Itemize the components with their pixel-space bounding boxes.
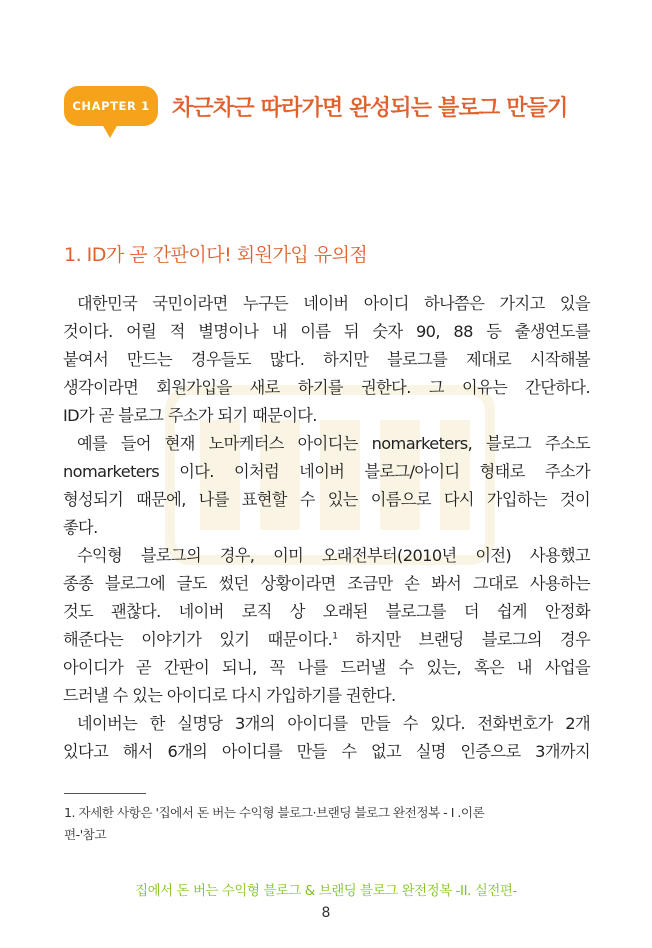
chapter-badge-tail (102, 124, 118, 138)
body-line: 예를 들어 현재 노마케터스 아이디는 nomarketers, 블로그 주소도 (77, 434, 590, 453)
body-line: 것도 괜찮다. 네이버 로직 상 오래된 블로그를 더 쉽게 안정화 (63, 602, 590, 621)
body-line: 네이버는 한 실명당 3개의 아이디를 만들 수 있다. 전화번호가 2개 (77, 714, 590, 733)
page-number: 8 (321, 905, 331, 921)
body-line: 붙여서 만드는 경우들도 많다. 하지만 블로그를 제대로 시작해볼 (63, 350, 590, 369)
body-line: 수익형 블로그의 경우, 이미 오래전부터(2010년 이전) 사용했고 (77, 546, 590, 565)
body-line: nomarketers 이다. 이처럼 네이버 블로그/아이디 형태로 주소가 (63, 462, 590, 481)
body-line: 대한민국 국민이라면 누구든 네이버 아이디 하나쯤은 가지고 있을 (77, 294, 590, 313)
footnote-line: 1. 자세한 사항은 '집에서 돈 버는 수익형 블로그·브랜딩 블로그 완전정복 - I .이론 (64, 805, 485, 820)
running-footer: 집에서 돈 버는 수익형 블로그 & 브랜딩 블로그 완전정복 -II. 실전편- (135, 884, 517, 899)
body-line: 있다고 해서 6개의 아이디를 만들 수 없고 실명 인증으로 3개까지 (63, 742, 590, 761)
chapter-badge: CHAPTER 1 (64, 86, 158, 126)
footnote-divider (64, 793, 146, 794)
footnote (64, 802, 592, 846)
body-line: 형성되기 때문에, 나를 표현할 수 있는 이름으로 다시 가입하는 것이 (63, 490, 590, 509)
body-paragraphs (63, 290, 590, 766)
body-line-with-footnote (63, 626, 590, 654)
section-heading: 1. ID가 곧 간판이다! 회원가입 유의점 (64, 244, 368, 266)
body-line: ID가 곧 블로그 주소가 되기 때문이다. (63, 406, 317, 425)
body-line: 종종 블로그에 글도 썼던 상황이라면 조금만 손 봐서 그대로 사용하는 (63, 574, 590, 593)
chapter-title: 차근차근 따라가면 완성되는 블로그 만들기 (172, 96, 568, 121)
body-line: 좋다. (63, 518, 98, 537)
body-line: 것이다. 어릴 적 별명이나 내 이름 뒤 숫자 90, 88 등 출생연도를 (63, 322, 590, 341)
body-line: 아이디가 곧 간판이 되니, 꼭 나를 드러낼 수 있는, 혹은 내 사업을 (63, 658, 590, 677)
body-line: 생각이라면 회원가입을 새로 하기를 권한다. 그 이유는 간단하다. (63, 378, 590, 397)
footnote-line: 편-'참고 (64, 827, 107, 842)
body-line-part: 해준다는 이야기가 있기 때문이다. (63, 630, 333, 649)
body-line: 드러낼 수 있는 아이디로 다시 가입하기를 권한다. (63, 686, 396, 705)
footnote-marker: 1 (332, 631, 338, 642)
body-line-part: 하지만 브랜딩 블로그의 경우 (355, 630, 591, 649)
